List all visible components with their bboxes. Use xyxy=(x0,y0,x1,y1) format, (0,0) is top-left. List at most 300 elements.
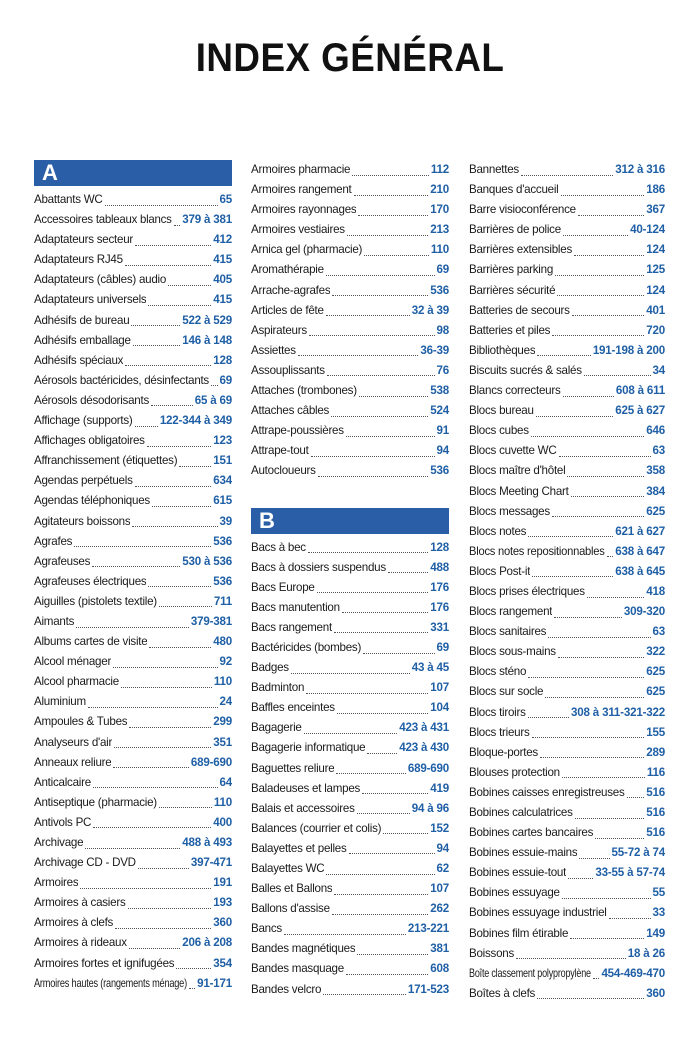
index-term: Assiettes xyxy=(251,343,296,357)
index-entry xyxy=(469,361,665,381)
index-entry xyxy=(34,250,232,270)
index-term: Aérosols désodorisants xyxy=(34,393,150,407)
index-entry xyxy=(469,602,665,622)
index-entry xyxy=(34,612,232,632)
index-entry xyxy=(251,281,449,301)
index-entry xyxy=(251,980,449,1000)
index-term: Blocs cuvette WC xyxy=(469,444,557,458)
index-term: Armoires rangement xyxy=(251,183,352,197)
dot-leader xyxy=(105,193,218,206)
dot-leader xyxy=(148,574,211,587)
index-entry xyxy=(34,873,232,893)
index-entry xyxy=(34,592,232,612)
dot-leader xyxy=(93,775,218,788)
index-term: Blocs sur socle xyxy=(469,685,544,699)
index-term: Armoires à rideaux xyxy=(34,936,127,950)
index-entry xyxy=(251,919,449,939)
dot-leader xyxy=(326,263,435,276)
index-term: Adhésifs de bureau xyxy=(34,313,130,327)
index-entry xyxy=(469,582,665,602)
index-entry xyxy=(469,502,665,522)
index-page-ref: 116 xyxy=(646,765,665,779)
index-term: Agendas perpétuels xyxy=(34,474,133,488)
index-page-ref: 193 xyxy=(213,896,232,910)
index-term: Armoires à casiers xyxy=(34,896,126,910)
index-term: Blocs notes repositionnables xyxy=(469,544,605,558)
dot-leader xyxy=(367,741,397,754)
dot-leader xyxy=(85,836,180,849)
index-term: Aspirateurs xyxy=(251,323,307,337)
dot-leader xyxy=(532,564,613,577)
dot-leader xyxy=(346,424,435,437)
index-entry xyxy=(34,552,232,572)
index-page-ref: 536 xyxy=(213,574,232,588)
index-term: Boîtes à clefs xyxy=(469,986,536,1000)
dot-leader xyxy=(291,661,410,674)
index-entry xyxy=(34,974,232,994)
index-entry xyxy=(469,160,665,180)
dot-leader xyxy=(570,926,644,939)
index-page-ref: 191-198 à 200 xyxy=(592,343,665,357)
index-entry xyxy=(469,401,665,421)
index-term: Blocs Meeting Chart xyxy=(469,484,569,498)
index-column-3 xyxy=(469,160,665,1004)
index-entry xyxy=(469,682,665,702)
index-page-ref: 69 xyxy=(219,373,232,387)
index-term: Assouplissants xyxy=(251,363,325,377)
index-entry xyxy=(34,311,232,331)
dot-leader xyxy=(545,685,644,698)
index-term: Alcool ménager xyxy=(34,655,112,669)
dot-leader xyxy=(579,846,609,859)
index-page-ref: 423 à 430 xyxy=(399,741,449,755)
index-page-ref: 110 xyxy=(213,675,232,689)
index-page-ref: 322 xyxy=(646,645,665,659)
index-entry xyxy=(34,753,232,773)
dot-leader xyxy=(174,213,180,226)
index-term: Archivage xyxy=(34,836,84,849)
dot-leader xyxy=(151,393,193,406)
index-entry xyxy=(251,678,449,698)
index-term: Armoires à clefs xyxy=(34,916,114,930)
index-term: Analyseurs d'air xyxy=(34,735,113,749)
index-entry xyxy=(469,240,665,260)
index-page-ref: 625 xyxy=(646,665,665,679)
dot-leader xyxy=(578,203,644,216)
dot-leader xyxy=(168,273,211,286)
dot-leader xyxy=(135,474,212,487)
index-page-ref: 149 xyxy=(646,926,665,940)
page-title: INDEX GÉNÉRAL xyxy=(195,36,505,80)
index-page-ref: 415 xyxy=(213,293,232,307)
index-page-ref: 63 xyxy=(652,625,665,639)
index-term: Adhésifs emballage xyxy=(34,333,131,347)
index-entry xyxy=(34,371,232,391)
dot-leader xyxy=(317,580,429,593)
index-term: Affichages obligatoires xyxy=(34,434,145,448)
index-page-ref: 379 à 381 xyxy=(182,213,232,227)
dot-leader xyxy=(342,600,428,613)
index-entry xyxy=(251,879,449,899)
index-entry xyxy=(251,341,449,361)
index-page-ref: 524 xyxy=(430,404,449,418)
dot-leader xyxy=(548,625,650,638)
dot-leader xyxy=(357,942,428,955)
dot-leader xyxy=(334,620,428,633)
index-term: Baffles enceintes xyxy=(251,701,335,715)
index-entry xyxy=(469,200,665,220)
index-entry xyxy=(251,839,449,859)
dot-leader xyxy=(306,681,428,694)
dot-leader xyxy=(627,785,645,798)
dot-leader xyxy=(559,444,651,457)
index-entry xyxy=(251,421,449,441)
index-term: Bagagerie xyxy=(251,721,302,735)
dot-leader xyxy=(332,902,428,915)
dot-leader xyxy=(563,223,628,236)
index-entry xyxy=(469,984,665,1004)
dot-leader xyxy=(572,303,645,316)
dot-leader xyxy=(349,841,435,854)
index-entry xyxy=(34,773,232,793)
index-term: Batteries de secours xyxy=(469,303,570,317)
index-term: Balayettes et pelles xyxy=(251,841,347,855)
index-page-ref: 536 xyxy=(430,283,449,297)
index-term: Biscuits sucrés & salés xyxy=(469,363,582,377)
index-entry xyxy=(251,180,449,200)
index-page-ref: 146 à 148 xyxy=(182,333,232,347)
dot-leader xyxy=(152,494,211,507)
index-entry xyxy=(251,618,449,638)
index-entry xyxy=(251,799,449,819)
index-entry xyxy=(34,712,232,732)
index-entry xyxy=(469,562,665,582)
index-term: Bloque-portes xyxy=(469,745,538,759)
index-term: Blocs notes xyxy=(469,524,527,538)
index-entry xyxy=(34,913,232,933)
index-term: Alcool pharmacie xyxy=(34,675,119,689)
index-term: Aromathérapie xyxy=(251,263,324,277)
index-page-ref: 689-690 xyxy=(190,755,232,769)
dot-leader xyxy=(354,183,429,196)
dot-leader xyxy=(528,524,613,537)
index-page-ref: 538 xyxy=(430,384,449,398)
index-page-ref: 112 xyxy=(430,163,449,176)
dot-leader xyxy=(383,821,428,834)
index-entry xyxy=(251,321,449,341)
index-entry xyxy=(34,190,232,210)
index-term: Attaches câbles xyxy=(251,404,330,418)
index-entry xyxy=(34,954,232,974)
index-term: Bobines film étirable xyxy=(469,926,569,940)
dot-leader xyxy=(554,605,622,618)
dot-leader xyxy=(346,962,428,975)
dot-leader xyxy=(332,283,428,296)
dot-leader xyxy=(138,856,189,869)
dot-leader xyxy=(176,956,211,969)
index-page-ref: 646 xyxy=(646,424,665,438)
index-page-ref: 151 xyxy=(213,454,232,468)
index-page-ref: 65 xyxy=(219,193,232,206)
dot-leader xyxy=(574,243,644,256)
index-page-ref: 65 à 69 xyxy=(194,393,232,407)
index-entry xyxy=(34,632,232,652)
index-term: Barrières extensibles xyxy=(469,243,573,257)
index-entry xyxy=(34,331,232,351)
index-entry xyxy=(251,939,449,959)
index-term: Albums cartes de visite xyxy=(34,635,148,649)
index-page-ref: 63 xyxy=(652,444,665,458)
index-entry xyxy=(469,522,665,542)
index-page-ref: 110 xyxy=(430,243,449,257)
index-page-ref: 39 xyxy=(219,514,232,528)
index-page-ref: 176 xyxy=(430,600,449,614)
index-entry xyxy=(251,759,449,779)
index-page-ref: 367 xyxy=(646,203,665,217)
index-entry xyxy=(34,733,232,753)
dot-leader xyxy=(531,424,644,437)
index-page-ref: 412 xyxy=(213,233,232,247)
index-entry xyxy=(251,558,449,578)
dot-leader xyxy=(304,721,398,734)
index-page-ref: 536 xyxy=(213,534,232,548)
index-page-ref: 155 xyxy=(646,725,665,739)
index-term: Blocs Post-it xyxy=(469,564,531,578)
index-entry xyxy=(251,698,449,718)
index-page-ref: 351 xyxy=(213,735,232,749)
dot-leader xyxy=(388,560,428,573)
dot-leader xyxy=(609,906,651,919)
index-page-ref: 401 xyxy=(646,303,665,317)
index-term: Adaptateurs universels xyxy=(34,293,147,307)
dot-leader xyxy=(311,444,435,457)
index-page-ref: 360 xyxy=(646,986,665,1000)
index-term: Affranchissement (étiquettes) xyxy=(34,454,178,468)
index-page-ref: 358 xyxy=(646,464,665,478)
index-page-ref: 625 xyxy=(646,504,665,518)
index-term: Agrafes xyxy=(34,534,73,548)
index-term: Barrières de police xyxy=(469,223,561,237)
index-entry xyxy=(251,381,449,401)
index-term: Blocs bureau xyxy=(469,404,534,418)
index-entry xyxy=(34,572,232,592)
index-term: Balances (courrier et colis) xyxy=(251,821,382,835)
index-page-ref: 384 xyxy=(646,484,665,498)
index-term: Aimants xyxy=(34,614,75,628)
index-page-ref: 689-690 xyxy=(407,761,449,775)
index-term: Bacs manutention xyxy=(251,600,340,614)
dot-leader xyxy=(121,675,212,688)
index-entry xyxy=(469,482,665,502)
index-entry xyxy=(469,843,665,863)
index-term: Boissons xyxy=(469,946,515,960)
dot-leader xyxy=(595,826,644,839)
dot-leader xyxy=(129,936,180,949)
dot-leader xyxy=(309,323,435,336)
dot-leader xyxy=(159,795,212,808)
index-page-ref: 454-469-470 xyxy=(601,966,665,980)
index-term: Anticalcaire xyxy=(34,775,91,789)
index-term: Arnica gel (pharmacie) xyxy=(251,243,363,257)
dot-leader xyxy=(575,806,645,819)
index-term: Adaptateurs (câbles) audio xyxy=(34,273,167,287)
index-page-ref: 530 à 536 xyxy=(182,554,232,568)
index-page-ref: 206 à 208 xyxy=(182,936,232,950)
index-term: Armoires fortes et ignifugées xyxy=(34,956,175,970)
index-term: Bandes masquage xyxy=(251,962,344,976)
index-page-ref: 104 xyxy=(430,701,449,715)
dot-leader xyxy=(352,163,429,176)
index-entry xyxy=(251,200,449,220)
index-term: Badminton xyxy=(251,681,305,695)
dot-leader xyxy=(540,745,644,758)
index-entry xyxy=(251,658,449,678)
index-term: Blocs sous-mains xyxy=(469,645,556,659)
dot-leader xyxy=(528,665,644,678)
index-term: Barrières parking xyxy=(469,263,554,277)
dot-leader xyxy=(532,725,645,738)
index-term: Baladeuses et lampes xyxy=(251,781,361,795)
index-page-ref: 638 à 647 xyxy=(615,544,665,558)
index-term: Badges xyxy=(251,661,289,675)
index-entry xyxy=(34,652,232,672)
index-page-ref: 98 xyxy=(436,323,449,337)
dot-leader xyxy=(562,765,645,778)
dot-leader xyxy=(113,755,188,768)
index-entry xyxy=(34,351,232,371)
index-page-ref: 397-471 xyxy=(190,856,232,870)
index-entry xyxy=(34,532,232,552)
index-entry xyxy=(469,924,665,944)
index-page-ref: 34 xyxy=(652,363,665,377)
dot-leader xyxy=(537,343,590,356)
index-entry xyxy=(251,718,449,738)
index-page-ref: 711 xyxy=(213,594,232,608)
index-entry xyxy=(251,220,449,240)
index-entry xyxy=(469,803,665,823)
index-term: Balayettes WC xyxy=(251,862,325,875)
index-entry xyxy=(34,491,232,511)
dot-leader xyxy=(555,263,644,276)
index-term: Baguettes reliure xyxy=(251,761,335,775)
index-term: Blocs maître d'hôtel xyxy=(469,464,566,478)
dot-leader xyxy=(358,203,428,216)
index-term: Adaptateurs secteur xyxy=(34,233,134,247)
index-term: Antivols PC xyxy=(34,815,92,829)
dot-leader xyxy=(308,540,428,553)
index-entry xyxy=(34,933,232,953)
index-term: Blocs cubes xyxy=(469,424,529,438)
index-entry xyxy=(469,260,665,280)
index-page-ref: 92 xyxy=(219,655,232,669)
dot-leader xyxy=(114,735,211,748)
index-page-ref: 76 xyxy=(436,363,449,377)
index-page-ref: 55-72 à 74 xyxy=(611,846,665,860)
index-page-ref: 43 à 45 xyxy=(411,661,449,675)
dot-leader xyxy=(76,615,189,628)
index-page-ref: 608 xyxy=(430,962,449,976)
section-gap xyxy=(251,482,449,508)
dot-leader xyxy=(298,343,419,356)
index-page-ref: 379-381 xyxy=(190,614,232,628)
index-page-ref: 170 xyxy=(430,203,449,217)
dot-leader xyxy=(336,761,405,774)
index-term: Barre visioconférence xyxy=(469,203,576,217)
dot-leader xyxy=(132,514,217,527)
index-page-ref: 124 xyxy=(646,243,665,257)
index-term: Bobines cartes bancaires xyxy=(469,826,594,840)
index-term: Archivage CD - DVD xyxy=(34,856,136,870)
index-page-ref: 516 xyxy=(646,826,665,840)
index-entry xyxy=(34,672,232,692)
dot-leader xyxy=(80,876,211,889)
dot-leader xyxy=(211,373,218,386)
index-entry xyxy=(469,723,665,743)
index-page-ref: 213 xyxy=(430,223,449,237)
dot-leader xyxy=(587,585,644,598)
index-entry xyxy=(34,471,232,491)
index-page-ref: 33 xyxy=(652,906,665,920)
index-term: Agitateurs boissons xyxy=(34,514,131,528)
dot-leader xyxy=(128,896,212,909)
index-page-ref: 418 xyxy=(646,584,665,598)
index-term: Attrape-tout xyxy=(251,444,309,458)
dot-leader xyxy=(331,404,428,417)
index-term: Bacs à bec xyxy=(251,540,306,554)
index-entry xyxy=(251,859,449,879)
index-entry xyxy=(251,301,449,321)
dot-leader xyxy=(92,554,180,567)
dot-leader xyxy=(567,464,644,477)
dot-leader xyxy=(584,363,651,376)
index-entry xyxy=(251,899,449,919)
index-entry xyxy=(251,240,449,260)
index-term: Balles et Ballons xyxy=(251,882,333,896)
index-page-ref: 94 xyxy=(436,841,449,855)
index-term: Bacs à dossiers suspendus xyxy=(251,560,386,574)
index-term: Aiguilles (pistolets textile) xyxy=(34,594,157,608)
index-page-ref: 64 xyxy=(219,775,232,789)
index-page-ref: 516 xyxy=(646,785,665,799)
dot-leader xyxy=(563,384,614,397)
index-entry xyxy=(469,220,665,240)
index-term: Blocs tiroirs xyxy=(469,705,526,719)
index-page-ref: 405 xyxy=(213,273,232,287)
index-term: Blocs trieurs xyxy=(469,725,530,739)
index-term: Attrape-poussières xyxy=(251,424,344,438)
index-page-ref: 488 à 493 xyxy=(182,836,232,849)
dot-leader xyxy=(149,635,211,648)
index-page-ref: 94 xyxy=(436,444,449,458)
index-term: Blocs sanitaires xyxy=(469,625,547,639)
dot-leader xyxy=(129,715,211,728)
dot-leader xyxy=(334,882,428,895)
index-entry xyxy=(469,783,665,803)
index-term: Blocs sténo xyxy=(469,665,527,679)
dot-leader xyxy=(364,243,429,256)
index-page-ref: 625 à 627 xyxy=(615,404,665,418)
index-term: Balais et accessoires xyxy=(251,801,355,815)
dot-leader xyxy=(323,982,406,995)
dot-leader xyxy=(74,534,211,547)
index-page-ref: 91-171 xyxy=(197,976,232,990)
section-letter-header: B xyxy=(251,508,449,534)
index-page-ref: 94 à 96 xyxy=(411,801,449,815)
dot-leader xyxy=(189,976,195,989)
index-page-ref: 289 xyxy=(646,745,665,759)
index-entry xyxy=(469,421,665,441)
dot-leader xyxy=(359,384,428,397)
